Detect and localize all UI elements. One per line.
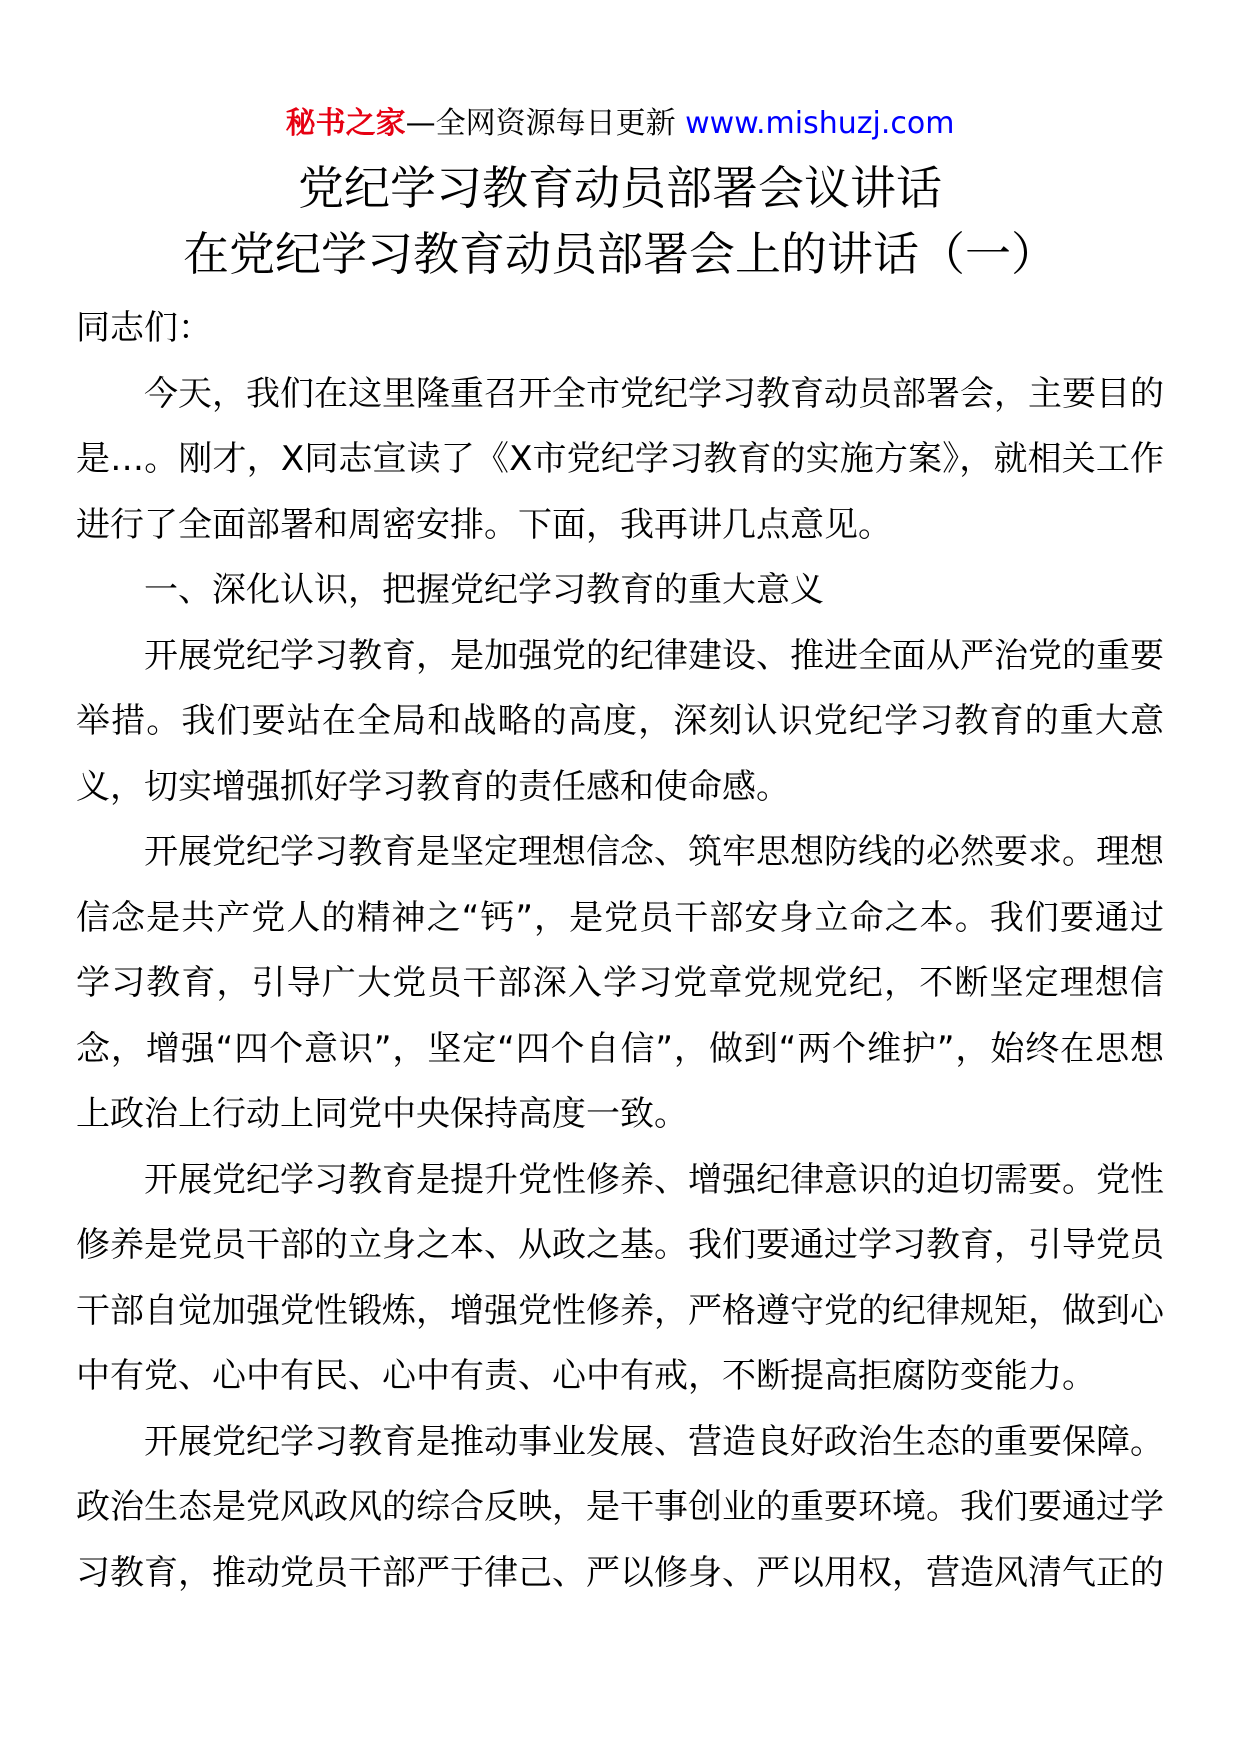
paragraph: 开展党纪学习教育是坚定理想信念、筑牢思想防线的必然要求。理想信念是共产党人的精神之“钙”，是党员干部安身立命之本。我们要通过学习教育，引导广大党员干部深入学习党章党规党纪，不断坚定理想信念，增强“四个意识”，坚定“四个自信”，做到“两个维护”，始终在思想上政治上行动上同党中央保持高度一致。 (76, 832, 1164, 1134)
document-body (76, 296, 1164, 1606)
document-title: 党纪学习教育动员部署会议讲话 (298, 161, 942, 215)
paragraph-intro: 今天，我们在这里隆重召开全市党纪学习教育动员部署会，主要目的是…。刚才，X同志宣读了《X市党纪学习教育的实施方案》，就相关工作进行了全面部署和周密安排。下面，我再讲几点意见。 (76, 373, 1164, 545)
document-subtitle: 在党纪学习教育动员部署会上的讲话（一） (183, 227, 1057, 281)
section-heading-1: 一、深化认识，把握党纪学习教育的重大意义 (144, 570, 824, 610)
salutation: 同志们： (76, 308, 212, 348)
site-name: 秘书之家 (285, 106, 406, 141)
site-banner (0, 104, 1240, 144)
site-slogan: —全网资源每日更新 (405, 106, 676, 141)
paragraph: 开展党纪学习教育，是加强党的纪律建设、推进全面从严治党的重要举措。我们要站在全局和战略的高度，深刻认识党纪学习教育的重大意义，切实增强抓好学习教育的责任感和使命感。 (76, 635, 1164, 807)
paragraph: 开展党纪学习教育是提升党性修养、增强纪律意识的迫切需要。党性修养是党员干部的立身之本、从政之基。我们要通过学习教育，引导党员干部自觉加强党性锻炼，增强党性修养，严格遵守党的纪律规矩，做到心中有党、心中有民、心中有责、心中有戒，不断提高拒腐防变能力。 (76, 1159, 1164, 1396)
site-url-link[interactable]: www.mishuzj.com (685, 106, 955, 141)
paragraph: 开展党纪学习教育是推动事业发展、营造良好政治生态的重要保障。政治生态是党风政风的综合反映，是干事创业的重要环境。我们要通过学习教育，推动党员干部严于律己、严以修身、严以用权，营造风清气正的 (76, 1421, 1164, 1593)
